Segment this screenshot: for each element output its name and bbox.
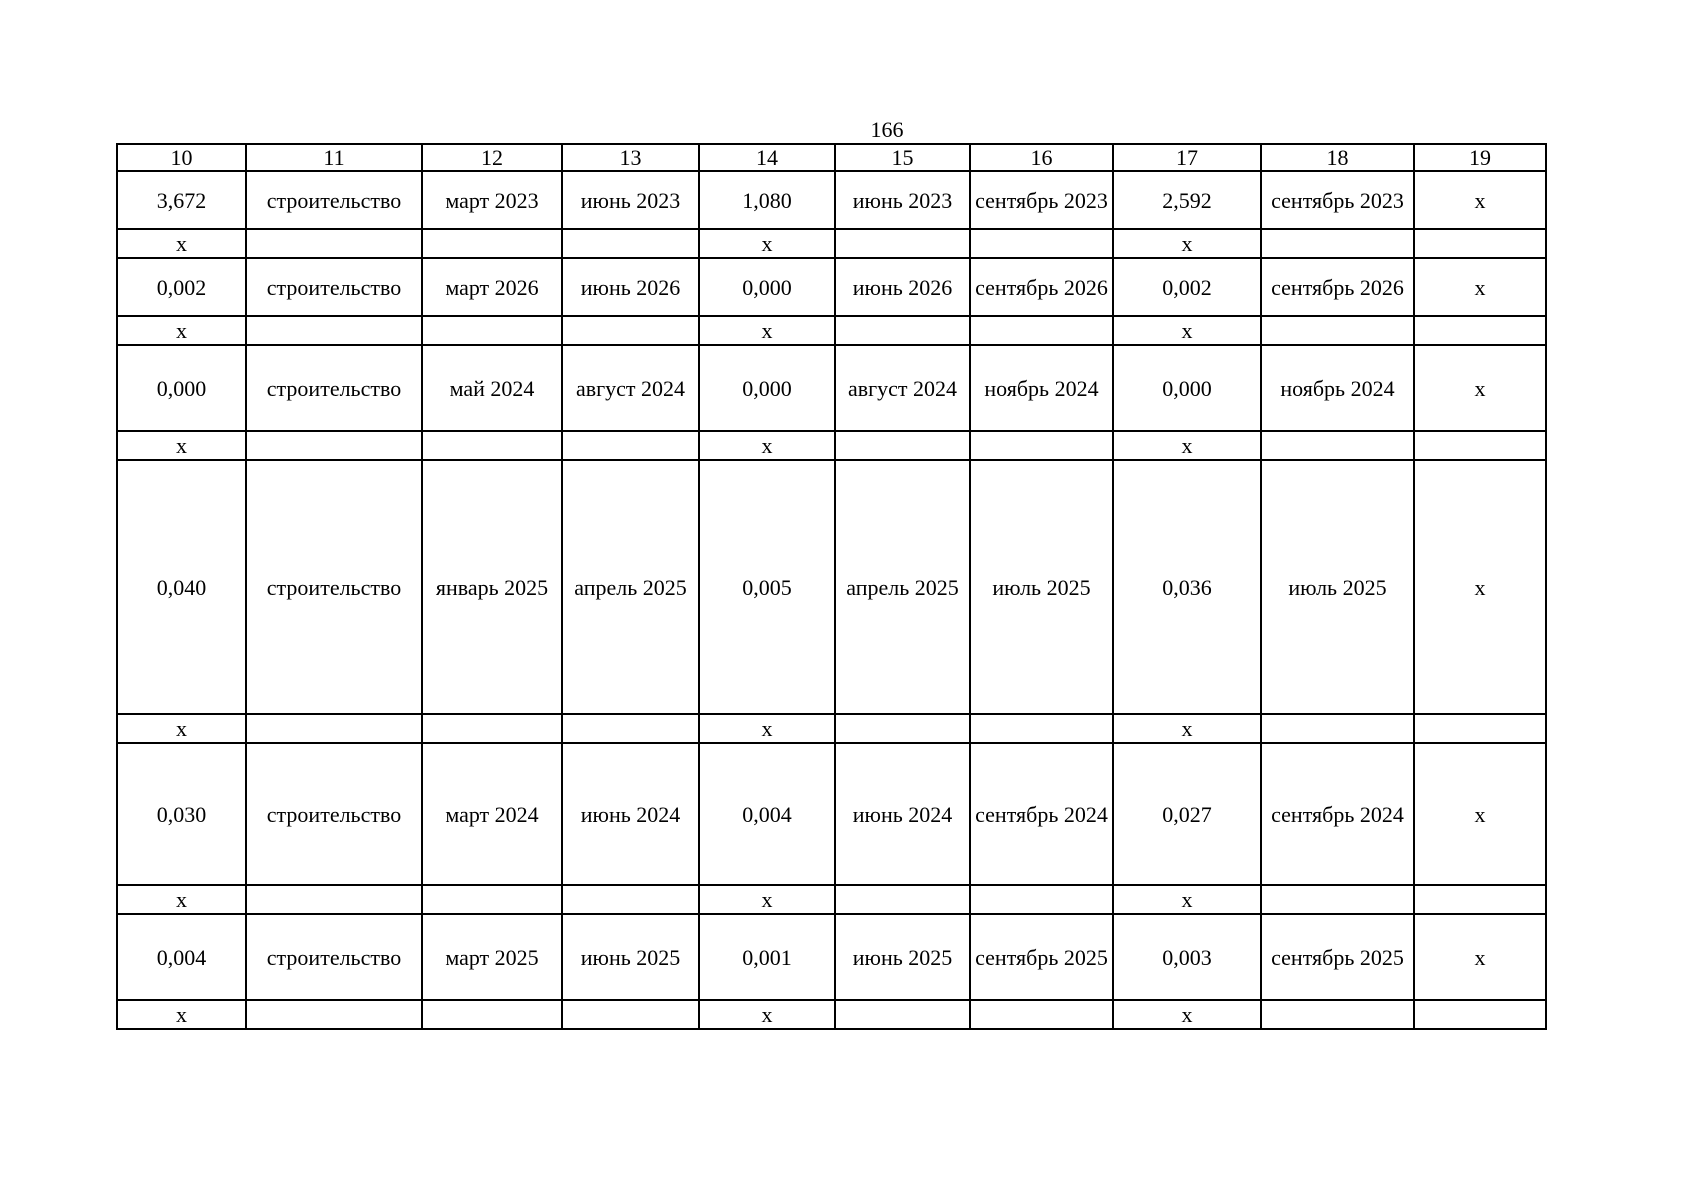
table-cell: x [1414,171,1546,229]
table-cell: 0,000 [699,345,835,431]
marker-row [117,714,1546,743]
table-cell: март 2025 [422,914,562,1000]
table-cell: июнь 2026 [562,258,699,316]
data-table [116,143,1547,1030]
table-cell: x [1113,431,1261,460]
table-row [117,258,1546,316]
table-cell [1261,1000,1414,1029]
column-number-row [117,144,1546,171]
table-body [117,144,1546,1029]
table-cell: x [1414,914,1546,1000]
table-cell: апрель 2025 [835,460,970,714]
table-cell [1261,885,1414,914]
table-cell [970,316,1113,345]
table-cell [562,714,699,743]
table-cell: x [1113,316,1261,345]
table-cell [970,431,1113,460]
table-cell [562,316,699,345]
table-cell: x [1414,258,1546,316]
table-cell: строительство [246,914,422,1000]
table-cell: строительство [246,171,422,229]
table-cell: 0,005 [699,460,835,714]
table-cell [835,1000,970,1029]
table-cell: x [1113,229,1261,258]
table-cell: март 2024 [422,743,562,885]
marker-row [117,316,1546,345]
table-cell: 0,036 [1113,460,1261,714]
table-cell [422,431,562,460]
table-cell [246,885,422,914]
table-cell [970,229,1113,258]
table-cell: июнь 2024 [835,743,970,885]
table-cell: x [117,1000,246,1029]
table-cell: 2,592 [1113,171,1261,229]
table-cell [246,1000,422,1029]
table-cell: сентябрь 2026 [970,258,1113,316]
table-cell: июнь 2024 [562,743,699,885]
table-cell: январь 2025 [422,460,562,714]
column-number-cell: 17 [1113,144,1261,171]
table-cell: x [699,714,835,743]
column-number-cell: 12 [422,144,562,171]
table-cell: сентябрь 2024 [970,743,1113,885]
column-number-cell: 19 [1414,144,1546,171]
column-number-cell: 13 [562,144,699,171]
table-cell [422,229,562,258]
table-cell: 1,080 [699,171,835,229]
table-cell: ноябрь 2024 [1261,345,1414,431]
table-cell: 0,000 [117,345,246,431]
table-cell: июнь 2023 [562,171,699,229]
table-cell [1261,431,1414,460]
table-cell: июль 2025 [970,460,1113,714]
table-cell: x [699,431,835,460]
table-cell: x [117,431,246,460]
table-row [117,743,1546,885]
table-cell [422,714,562,743]
table-cell: сентябрь 2023 [1261,171,1414,229]
table-cell [422,1000,562,1029]
table-cell [835,885,970,914]
table-cell: 0,001 [699,914,835,1000]
table-cell: x [117,229,246,258]
table-row [117,914,1546,1000]
table-cell: x [117,885,246,914]
table-cell [246,229,422,258]
table-row [117,171,1546,229]
table-cell: x [1113,714,1261,743]
table-cell: июнь 2025 [562,914,699,1000]
table-cell: 3,672 [117,171,246,229]
table-cell [422,316,562,345]
table-cell: x [1414,743,1546,885]
table-cell: сентябрь 2025 [1261,914,1414,1000]
table-cell [1414,431,1546,460]
table-cell [970,1000,1113,1029]
table-cell [835,431,970,460]
table-cell: сентябрь 2025 [970,914,1113,1000]
marker-row [117,885,1546,914]
table-cell: x [117,714,246,743]
table-cell [835,316,970,345]
table-cell [1414,316,1546,345]
table-cell: 0,000 [699,258,835,316]
column-number-cell: 18 [1261,144,1414,171]
table-cell [835,714,970,743]
table-cell: строительство [246,460,422,714]
table-cell: март 2023 [422,171,562,229]
table-cell: x [699,316,835,345]
marker-row [117,431,1546,460]
column-number-cell: 14 [699,144,835,171]
table-cell: строительство [246,345,422,431]
page-number: 166 [870,117,904,142]
table-cell [562,229,699,258]
table-cell: x [699,229,835,258]
table-cell: апрель 2025 [562,460,699,714]
table-cell: 0,002 [117,258,246,316]
table-cell: x [699,885,835,914]
table-cell [970,885,1113,914]
table-cell: сентябрь 2024 [1261,743,1414,885]
column-number-cell: 11 [246,144,422,171]
table-cell: сентябрь 2023 [970,171,1113,229]
table-cell: июль 2025 [1261,460,1414,714]
table-cell [562,1000,699,1029]
table-cell: 0,027 [1113,743,1261,885]
table-cell: июнь 2026 [835,258,970,316]
table-cell [246,714,422,743]
table-cell: 0,004 [699,743,835,885]
table-cell [1414,885,1546,914]
table-cell [970,714,1113,743]
table-cell: август 2024 [562,345,699,431]
table-cell [246,316,422,345]
table-cell: сентябрь 2026 [1261,258,1414,316]
table-cell: 0,030 [117,743,246,885]
table-cell [562,885,699,914]
table-cell: 0,003 [1113,914,1261,1000]
table-cell: x [117,316,246,345]
table-cell: x [1414,460,1546,714]
table-cell [1414,1000,1546,1029]
table-cell [1414,714,1546,743]
table-cell: 0,000 [1113,345,1261,431]
table-cell [422,885,562,914]
table-cell: ноябрь 2024 [970,345,1113,431]
table-cell: август 2024 [835,345,970,431]
table-cell [562,431,699,460]
table-cell: март 2026 [422,258,562,316]
table-cell [1261,714,1414,743]
column-number-cell: 15 [835,144,970,171]
table-cell: 0,002 [1113,258,1261,316]
table-cell: 0,004 [117,914,246,1000]
table-cell: строительство [246,258,422,316]
column-number-cell: 10 [117,144,246,171]
marker-row [117,1000,1546,1029]
table-row [117,460,1546,714]
table-cell [246,431,422,460]
table-row [117,345,1546,431]
table-cell [835,229,970,258]
table-cell: x [1113,885,1261,914]
table-cell [1414,229,1546,258]
table-cell: 0,040 [117,460,246,714]
table-cell: x [1414,345,1546,431]
marker-row [117,229,1546,258]
table-cell: май 2024 [422,345,562,431]
table-cell [1261,229,1414,258]
table-cell: x [699,1000,835,1029]
table-cell: июнь 2025 [835,914,970,1000]
column-number-cell: 16 [970,144,1113,171]
table-cell: строительство [246,743,422,885]
table-cell: июнь 2023 [835,171,970,229]
table-cell [1261,316,1414,345]
table-cell: x [1113,1000,1261,1029]
